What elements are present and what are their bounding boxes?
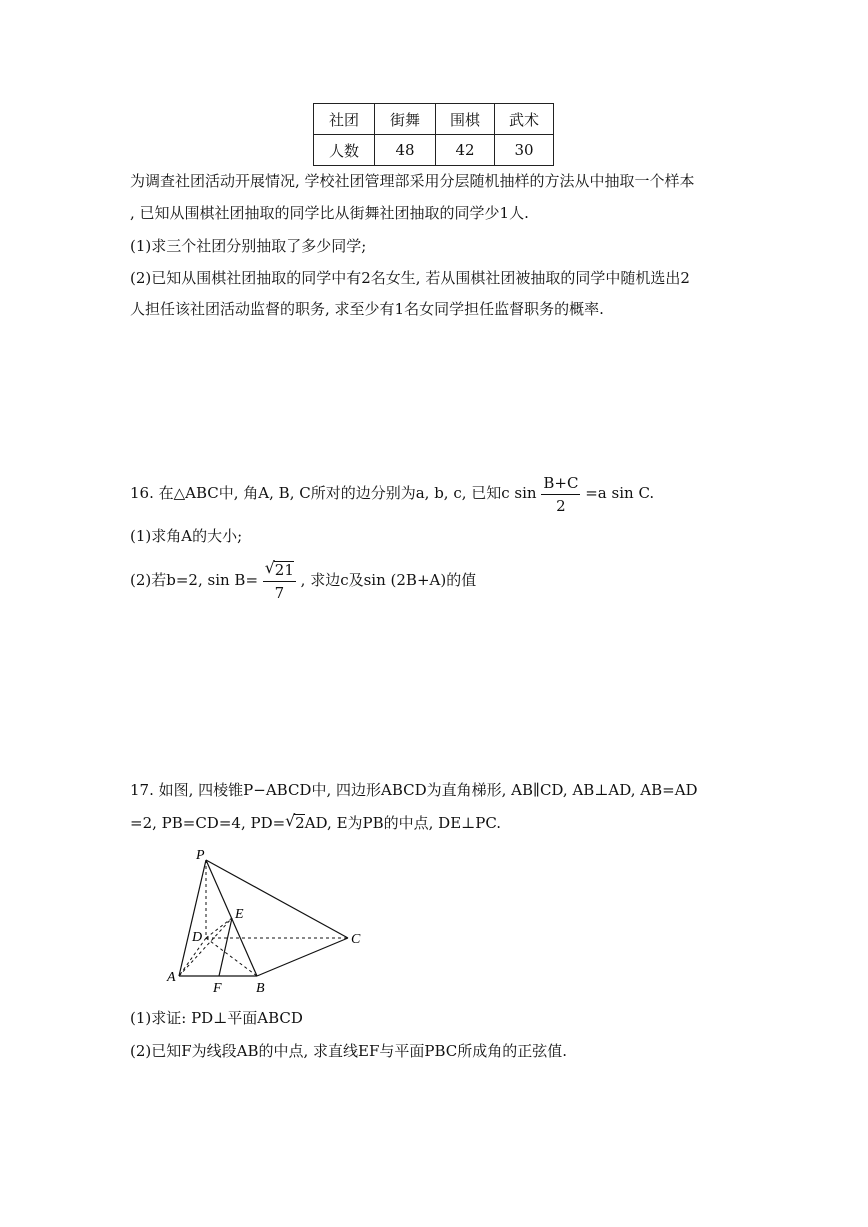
table-cell: 42 [436,135,495,166]
q16-part-2 [130,558,476,602]
q17-line-2 [130,813,501,833]
q16-part-1: (1)求角A的大小; [130,527,243,545]
q16-fraction-denominator: 2 [556,496,566,515]
table-cell: 30 [495,135,554,166]
fraction-bar [541,494,580,495]
q17-sqrt-radicand: 2 [295,814,305,832]
table-header-cell: 武术 [495,104,554,135]
q15-part-1: (1)求三个社团分别抽取了多少同学; [130,237,367,255]
q17-line-1: 17. 如图, 四棱锥P−ABCD中, 四边形ABCD为直角梯形, AB∥CD, AB⊥AD, AB=AD [130,781,698,799]
table-cell: 人数 [314,135,375,166]
q16-fraction-numerator: B+C [543,473,579,492]
q17-line-2-prefix: =2, PB=CD=4, PD= [130,814,286,832]
table-cell: 48 [375,135,436,166]
q16-sqrt-radicand: 21 [274,560,294,579]
q16-part-2-suffix: , 求边c及sin (2B+A)的值 [300,571,477,589]
label-F: F [213,981,222,995]
label-B: B [256,981,265,995]
edge-BC [257,938,348,976]
q16-part-2-prefix: (2)若b=2, sin B= [130,571,259,589]
sqrt-symbol: √ 2 [285,811,305,832]
label-D: D [192,930,203,945]
segment-DB [206,938,257,976]
table-row [314,104,554,135]
table-header-cell: 围棋 [436,104,495,135]
edge-PC [206,860,348,938]
label-A: A [167,970,176,985]
q15-line-2: , 已知从围棋社团抽取的同学比从街舞社团抽取的同学少1人. [130,204,529,222]
label-P: P [196,848,205,863]
fraction-bar [263,581,296,582]
sqrt-symbol: √ 21 [264,557,294,579]
edge-PA [179,860,206,976]
q17-line-2-suffix: AD, E为PB的中点, DE⊥PC. [304,814,502,832]
q16-fraction [541,474,580,515]
q15-part-2-line-1: (2)已知从围棋社团抽取的同学中有2名女生, 若从围棋社团被抽取的同学中随机选出2 [130,269,690,287]
q17-part-2: (2)已知F为线段AB的中点, 求直线EF与平面PBC所成角的正弦值. [130,1042,568,1060]
pyramid-figure [160,840,380,995]
q16-stem [130,471,654,515]
table-header-cell: 街舞 [375,104,436,135]
club-count-table [313,103,554,166]
label-E: E [235,907,244,922]
q16-part-2-denominator: 7 [274,583,285,602]
q15-part-2-line-2: 人担任该社团活动监督的职务, 求至少有1名女同学担任监督职务的概率. [130,300,604,318]
q15-line-1: 为调查社团活动开展情况, 学校社团管理部采用分层随机抽样的方法从中抽取一个样本 [130,172,695,190]
label-C: C [351,932,361,947]
q16-stem-suffix: =a sin C. [585,484,655,502]
table-row [314,135,554,166]
table-header-cell: 社团 [314,104,375,135]
q16-stem-prefix: 16. 在△ABC中, 角A, B, C所对的边分别为a, b, c, 已知c sin [130,484,537,502]
q16-part-2-fraction [263,557,296,602]
q17-part-1: (1)求证: PD⊥平面ABCD [130,1009,303,1027]
